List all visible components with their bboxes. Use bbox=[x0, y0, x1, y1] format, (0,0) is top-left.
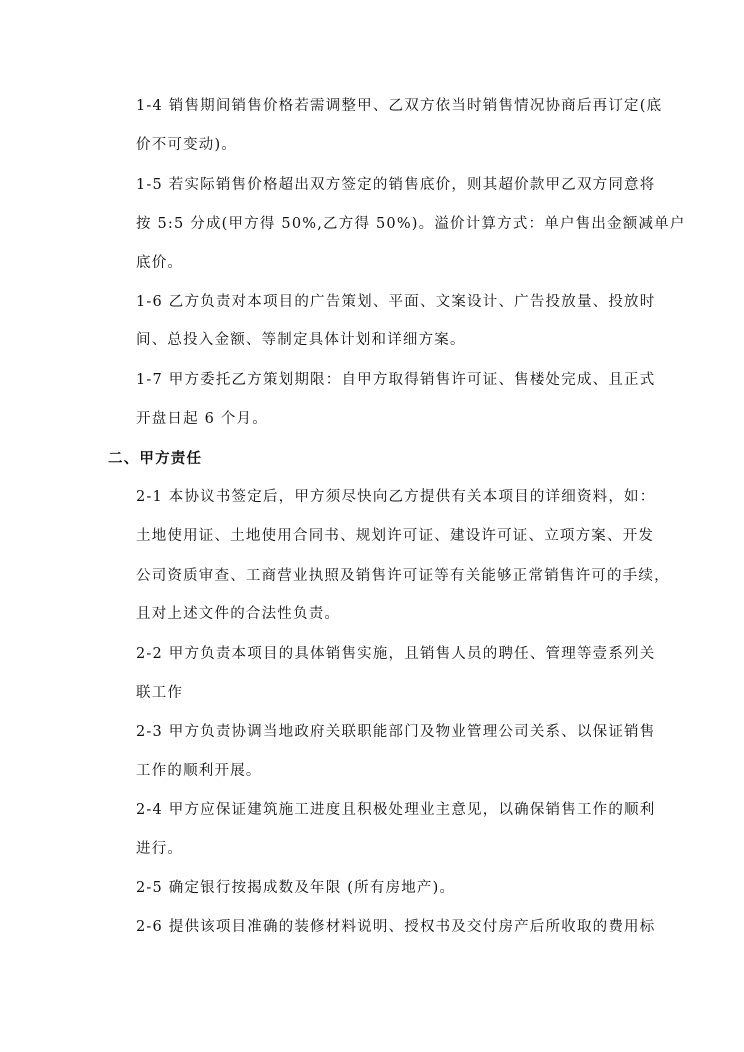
paragraph-line: 间、总投入金额、等制定具体计划和详细方案。 bbox=[136, 332, 466, 348]
paragraph-line: 2-1 本协议书签定后，甲方须尽快向乙方提供有关本项目的详细资料，如： bbox=[136, 489, 656, 505]
paragraph-line: 2-5 确定银行按揭成数及年限 (所有房地产)。 bbox=[136, 880, 456, 896]
paragraph-line: 1-5 若实际销售价格超出双方签定的销售底价，则其超价款甲乙双方同意将 bbox=[136, 177, 656, 193]
paragraph-line: 2-3 甲方负责协调当地政府关联职能部门及物业管理公司关系、以保证销售 bbox=[136, 724, 656, 740]
paragraph-line: 2-2 甲方负责本项目的具体销售实施，且销售人员的聘任、管理等壹系列关 bbox=[136, 646, 656, 662]
paragraph-line: 1-4 销售期间销售价格若需调整甲、乙双方依当时销售情况协商后再订定(底 bbox=[136, 98, 663, 114]
paragraph-line: 开盘日起 6 个月。 bbox=[136, 411, 268, 427]
paragraph-line: 2-6 提供该项目准确的装修材料说明、授权书及交付房产后所收取的费用标 bbox=[136, 919, 656, 935]
paragraph-line: 按 5:5 分成(甲方得 50%,乙方得 50%)。溢价计算方式：单户售出金额减单户 bbox=[136, 216, 686, 232]
paragraph-line: 1-7 甲方委托乙方策划期限：自甲方取得销售许可证、售楼处完成、且正式 bbox=[136, 372, 656, 388]
paragraph-line: 1-6 乙方负责对本项目的广告策划、平面、文案设计、广告投放量、投放时 bbox=[136, 294, 656, 310]
paragraph-line: 联工作 bbox=[136, 685, 184, 701]
paragraph-line: 土地使用证、土地使用合同书、规划许可证、建设许可证、立项方案、开发 bbox=[136, 528, 655, 544]
section-heading: 二、甲方责任 bbox=[108, 450, 203, 467]
paragraph-line: 工作的顺利开展。 bbox=[136, 763, 262, 779]
paragraph-line: 价不可变动)。 bbox=[136, 137, 238, 153]
paragraph-line: 2-4 甲方应保证建筑施工进度且积极处理业主意见，以确保销售工作的顺利 bbox=[136, 802, 656, 818]
paragraph-line: 底价。 bbox=[136, 255, 184, 271]
paragraph-line: 公司资质审查、工商营业执照及销售许可证等有关能够正常销售许可的手续， bbox=[136, 568, 670, 584]
paragraph-line: 进行。 bbox=[136, 841, 184, 857]
paragraph-line: 且对上述文件的合法性负责。 bbox=[136, 606, 341, 622]
